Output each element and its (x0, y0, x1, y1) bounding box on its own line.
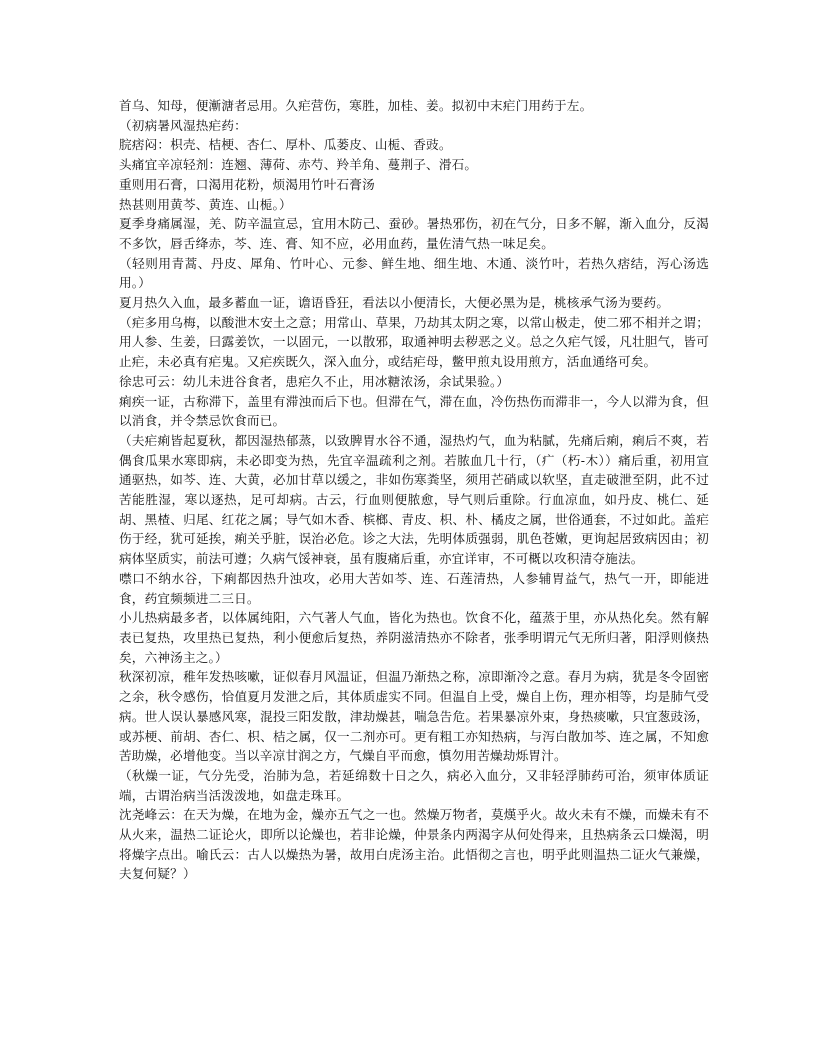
paragraph: 小儿热病最多者，以体属纯阳，六气著人气血，皆化为热也。饮食不化，蕴蒸于里，亦从热化矣。然有解表已复热，攻里热已复热，利小便愈后复热，养阴滋清热亦不除者，张季明谓元气无所归著，阳浮则倏热矣，六神汤主之。） (119, 610, 709, 665)
document-page (119, 96, 709, 884)
paragraph: 夏季身痛属湿，羌、防辛温宣忌，宜用木防己、蚕砂。暑热邪伤，初在气分，日多不解，渐入血分，反渴不多饮，唇舌绛赤，芩、连、膏、知不应，必用血药，量佐清气热一味足矣。 (119, 216, 709, 251)
paragraph: （轻则用青蒿、丹皮、犀角、竹叶心、元参、鲜生地、细生地、木通、淡竹叶，若热久痞结，泻心汤选用。） (119, 255, 709, 291)
paragraph: 徐忠可云：幼儿未进谷食者，患疟久不止，用冰糖浓汤，余试果验。） (119, 373, 510, 389)
paragraph: （疟多用乌梅，以酸泄木安土之意；用常山、草果，乃劫其太阴之寒，以常山极走，使二邪不相并之谓；用人参、生姜，曰露姜饮，一以固元，一以散邪，取通神明去秽恶之义。总之久疟气馁，凡壮胆气，皆可止疟，未必真有疟鬼。又疟疾既久，深入血分，或结疟母，鳖甲煎丸设用煎方，活血通络可矣。 (119, 314, 709, 370)
paragraph: 痢疾一证，古称滞下，盖里有滞浊而后下也。但滞在气，滞在血，冷伤热伤而滞非一，今人以滞为食，但以消食，并令禁忌饮食而已。 (119, 393, 709, 429)
paragraph: （夫疟痢皆起夏秋，都因湿热郁蒸，以致脾胃水谷不通，湿热灼气，血为粘腻，先痛后痢，痢后不爽，若偶食瓜果水寒即病，未必即变为热，先宜辛温疏利之剂。若脓血几十行，（疒（朽-木））痛后重，初用宣通驱热，如芩、连、大黄，必加甘草以缓之，非如伤寒粪坚，须用芒硝咸以软坚，直走破泄至阴，此不过苦能胜湿，寒以逐热，足可却病。古云，行血则便脓愈，导气则后重除。行血凉血，如丹皮、桃仁、延胡、黑楂、归尾、红花之属；导气如木香、槟榔、青皮、枳、朴、橘皮之属，世俗通套，不过如此。盖疟伤于经，犹可延挨，痢关乎脏，误治必危。诊之大法，先明体质强弱，肌色苍嫩，更询起居致病因由；初病体坚质实，前法可遵；久病气馁神衰，虽有腹痛后重，亦宜详审，不可概以攻积清夺施法。 (119, 432, 709, 567)
text-line: 首乌、知母，便漸溏者忌用。久疟营伤，寒胜，加桂、姜。拟初中末疟门用药于左。 (119, 98, 593, 113)
paragraph: 噤口不纳水谷，下痢都因热升浊攻，必用大苦如芩、连、石莲清热，人参辅胃益气，热气一开，即能进食，药宜频频进二三日。 (119, 570, 709, 606)
paragraph: 沈尧峰云：在天为燥，在地为金，燥亦五气之一也。然燥万物者，莫熯乎火。故火未有不燥，而燥未有不从火来，温热二证论火，即所以论燥也，若非论燥，仲景条内两渴字从何处得来，且热病条云口燥渴，明将燥字点出。喻氏云：古人以燥热为暑，故用白虎汤主治。此悟彻之言也，明乎此则温热二证火气兼燥，夫复何疑？） (119, 807, 709, 882)
paragraph: 秋深初凉，稚年发热咳嗽，证似春月风温证，但温乃渐热之称，凉即渐冷之意。春月为病，犹是冬令固密之余，秋令感伤，恰值夏月发泄之后，其体质虚实不同。但温自上受，燥自上伤，理亦相等，均是肺气受病。世人误认暴感风寒，混投三阳发散，津劫燥甚，喘急告危。若果暴凉外束，身热痰嗽，只宜葱豉汤，或苏梗、前胡、杏仁、枳、桔之属，仅一二剂亦可。更有粗工亦知热病，与泻白散加芩、连之属，不知愈苦助燥，必增他变。当以辛凉甘润之方，气燥自平而愈，慎勿用苦燥劫烁胃汁。 (119, 669, 709, 764)
paragraph: 夏月热久入血，最多蓄血一证，谵语昏狂，看法以小便清长，大便必黑为是，桃核承气汤为要药。 (119, 295, 670, 311)
text-line: 脘痞闷：枳壳、桔梗、杏仁、厚朴、瓜蒌皮、山栀、香豉。 (119, 137, 452, 153)
text-line: 热甚则用黄芩、黄连、山栀。） (119, 196, 292, 212)
paragraph: （秋燥一证，气分先受，治肺为急，若延绵数十日之久，病必入血分，又非轻浮肺药可治，须审体质证端，古谓治病当活泼泼地，如盘走珠耳。 (119, 767, 709, 803)
text-line: 重则用石膏，口渴用花粉，烦渴用竹叶石膏汤 (119, 176, 375, 192)
text-line: （初病暑风湿热疟药： (119, 117, 247, 133)
text-line: 头痛宜辛凉轻剂：连翘、薄荷、赤芍、羚羊角、蔓荆子、滑石。 (119, 157, 478, 173)
